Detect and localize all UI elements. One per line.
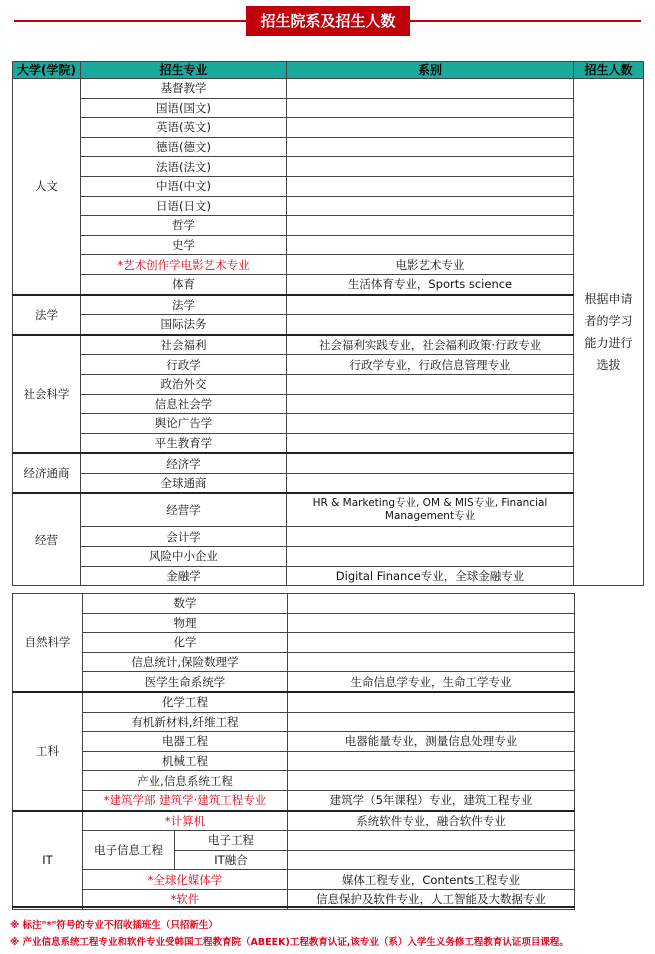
table-row bbox=[13, 295, 644, 315]
major-cell: 法语(法文) bbox=[81, 157, 287, 177]
dept-cell bbox=[287, 547, 574, 567]
dept-cell bbox=[288, 633, 575, 653]
college-cell: 经营 bbox=[13, 493, 81, 585]
table-row bbox=[13, 216, 644, 236]
major-cell: 会计学 bbox=[81, 527, 287, 547]
major-cell: 机械工程 bbox=[83, 751, 288, 771]
table-row bbox=[13, 157, 644, 177]
table-row bbox=[13, 79, 644, 99]
header-college: 大学(学院) bbox=[13, 62, 81, 79]
table-row bbox=[13, 652, 575, 672]
major-cell: 中语(中文) bbox=[81, 176, 287, 196]
dept-cell bbox=[287, 79, 574, 99]
table-row bbox=[13, 527, 644, 547]
major-cell: 基督教学 bbox=[81, 79, 287, 99]
dept-cell: 生活体育专业，Sports science bbox=[287, 274, 574, 294]
dept-cell bbox=[287, 527, 574, 547]
major-cell: 哲学 bbox=[81, 216, 287, 236]
major-cell: 德语(德文) bbox=[81, 137, 287, 157]
major-cell: 史学 bbox=[81, 235, 287, 255]
dept-cell bbox=[287, 118, 574, 138]
major-cell: 电子工程 bbox=[175, 831, 288, 851]
major-cell: *计算机 bbox=[83, 811, 288, 831]
table-row bbox=[13, 566, 644, 586]
dept-cell: HR & Marketing专业, OM & MIS专业, Financial Management专业 bbox=[287, 493, 574, 527]
dept-cell bbox=[287, 295, 574, 315]
major-cell: 信息统计,保险数理学 bbox=[83, 652, 288, 672]
college-cell: 经济通商 bbox=[13, 453, 81, 493]
college-cell: IT bbox=[13, 811, 83, 909]
dept-cell: 建筑学（5年课程）专业，建筑工程专业 bbox=[288, 790, 575, 810]
table-row bbox=[13, 315, 644, 335]
dept-cell bbox=[287, 176, 574, 196]
dept-cell: 电影艺术专业 bbox=[287, 255, 574, 275]
dept-cell: 行政学专业，行政信息管理专业 bbox=[287, 355, 574, 375]
major-cell: 经营学 bbox=[81, 493, 287, 527]
table-row bbox=[13, 335, 644, 355]
dept-cell bbox=[287, 453, 574, 473]
major-cell: 信息社会学 bbox=[81, 394, 287, 414]
dept-cell bbox=[287, 473, 574, 493]
table-row bbox=[13, 672, 575, 692]
dept-cell bbox=[287, 196, 574, 216]
table-row bbox=[13, 732, 575, 752]
dept-cell bbox=[288, 771, 575, 791]
dept-cell bbox=[287, 98, 574, 118]
table-row bbox=[13, 394, 644, 414]
major-cell: IT融合 bbox=[175, 850, 288, 870]
major-cell: 平生教育学 bbox=[81, 433, 287, 453]
dept-cell bbox=[287, 315, 574, 335]
dept-cell bbox=[288, 712, 575, 732]
table-row bbox=[13, 414, 644, 434]
dept-cell: 系统软件专业，融合软件专业 bbox=[288, 811, 575, 831]
table-row bbox=[13, 547, 644, 567]
footnote-2: ※ 产业信息系统工程专业和软件专业受韩国工程教育院（ABEEK)工程教育认证,该专业（系）入学生义务修工程教育认证项目课程。 bbox=[10, 937, 569, 948]
dept-cell bbox=[288, 850, 575, 870]
table-row bbox=[13, 433, 644, 453]
header-count: 招生人数 bbox=[574, 62, 644, 79]
table-row bbox=[13, 811, 575, 831]
table-bottom-rule bbox=[12, 906, 575, 908]
dept-cell: 社会福利实践专业，社会福利政策·行政专业 bbox=[287, 335, 574, 355]
major-cell: 化学工程 bbox=[83, 692, 288, 712]
table-row bbox=[13, 831, 575, 851]
dept-cell bbox=[288, 831, 575, 851]
table-row bbox=[13, 255, 644, 275]
dept-cell: 信息保护及软件专业，人工智能及大数据专业 bbox=[288, 889, 575, 909]
page-title: 招生院系及招生人数 bbox=[246, 6, 410, 36]
dept-cell bbox=[287, 235, 574, 255]
table-row bbox=[13, 453, 644, 473]
major-cell: 产业,信息系统工程 bbox=[83, 771, 288, 791]
title-banner bbox=[0, 6, 655, 36]
table-row bbox=[13, 751, 575, 771]
college-cell: 社会科学 bbox=[13, 335, 81, 454]
major-cell: *建筑学部 建筑学·建筑工程专业 bbox=[83, 790, 288, 810]
admissions-table-1 bbox=[12, 61, 644, 586]
major-cell: 英语(英文) bbox=[81, 118, 287, 138]
major-cell: 化学 bbox=[83, 633, 288, 653]
count-cell: 根据申请者的学习能力进行选拔 bbox=[574, 79, 644, 586]
dept-cell bbox=[288, 692, 575, 712]
dept-cell bbox=[287, 374, 574, 394]
major-cell: 体育 bbox=[81, 274, 287, 294]
table-row bbox=[13, 98, 644, 118]
table-row bbox=[13, 355, 644, 375]
major-cell: 国语(国文) bbox=[81, 98, 287, 118]
table-row bbox=[13, 137, 644, 157]
admissions-table-2 bbox=[12, 593, 575, 910]
major-cell: 电器工程 bbox=[83, 732, 288, 752]
major-cell: 法学 bbox=[81, 295, 287, 315]
table-row bbox=[13, 235, 644, 255]
table-row bbox=[13, 712, 575, 732]
dept-cell bbox=[288, 652, 575, 672]
major-cell: *全球化媒体学 bbox=[83, 870, 288, 890]
dept-cell bbox=[287, 157, 574, 177]
table-row bbox=[13, 692, 575, 712]
dept-cell: Digital Finance专业，全球金融专业 bbox=[287, 566, 574, 586]
table-row bbox=[13, 633, 575, 653]
college-cell: 法学 bbox=[13, 295, 81, 335]
table-row bbox=[13, 594, 575, 614]
major-cell: 物理 bbox=[83, 613, 288, 633]
dept-cell bbox=[287, 433, 574, 453]
table-row bbox=[13, 274, 644, 294]
major-cell: *软件 bbox=[83, 889, 288, 909]
major-cell: 社会福利 bbox=[81, 335, 287, 355]
major-cell: 金融学 bbox=[81, 566, 287, 586]
footnote-1: ※ 标注"*"符号的专业不招收插班生（只招新生） bbox=[10, 920, 218, 931]
dept-cell bbox=[287, 216, 574, 236]
major-cell: 经济学 bbox=[81, 453, 287, 473]
college-cell: 人文 bbox=[13, 79, 81, 295]
major-cell: 医学生命系统学 bbox=[83, 672, 288, 692]
major-cell: 行政学 bbox=[81, 355, 287, 375]
dept-cell bbox=[287, 394, 574, 414]
dept-cell: 电器能量专业，测量信息处理专业 bbox=[288, 732, 575, 752]
major-cell: 全球通商 bbox=[81, 473, 287, 493]
major-group-cell: 电子信息工程 bbox=[83, 831, 175, 870]
dept-cell: 媒体工程专业，Contents工程专业 bbox=[288, 870, 575, 890]
major-cell: 政治外交 bbox=[81, 374, 287, 394]
table-row bbox=[13, 771, 575, 791]
table-row bbox=[13, 493, 644, 527]
dept-cell bbox=[288, 613, 575, 633]
table-row bbox=[13, 196, 644, 216]
college-cell: 自然科学 bbox=[13, 594, 83, 692]
major-cell: *艺术创作学电影艺术专业 bbox=[81, 255, 287, 275]
table-row bbox=[13, 790, 575, 810]
major-cell: 数学 bbox=[83, 594, 288, 614]
table-row bbox=[13, 473, 644, 493]
table-row bbox=[13, 118, 644, 138]
dept-cell bbox=[287, 137, 574, 157]
table-row bbox=[13, 870, 575, 890]
table-row bbox=[13, 613, 575, 633]
major-cell: 日语(日文) bbox=[81, 196, 287, 216]
major-cell: 有机新材料,纤维工程 bbox=[83, 712, 288, 732]
dept-cell bbox=[287, 414, 574, 434]
major-cell: 舆论广告学 bbox=[81, 414, 287, 434]
table-row bbox=[13, 374, 644, 394]
header-major: 招生专业 bbox=[81, 62, 287, 79]
table-row bbox=[13, 176, 644, 196]
college-cell: 工科 bbox=[13, 692, 83, 811]
header-dept: 系别 bbox=[287, 62, 574, 79]
major-cell: 风险中小企业 bbox=[81, 547, 287, 567]
dept-cell bbox=[288, 594, 575, 614]
dept-cell: 生命信息学专业，生命工学专业 bbox=[288, 672, 575, 692]
dept-cell bbox=[288, 751, 575, 771]
major-cell: 国际法务 bbox=[81, 315, 287, 335]
